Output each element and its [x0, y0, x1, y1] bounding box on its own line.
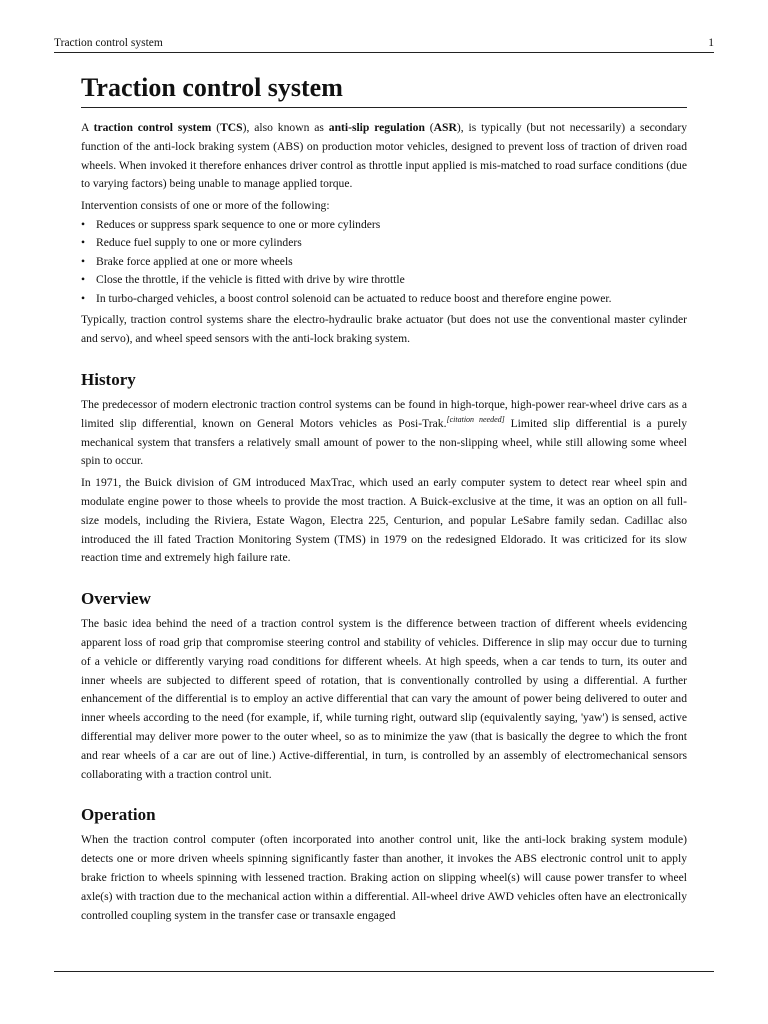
list-item: • Reduce fuel supply to one or more cylinders: [81, 234, 687, 253]
list-item: • Brake force applied at one or more wheels: [81, 253, 687, 272]
history-paragraph-1: [81, 396, 687, 471]
intro-text-5: ), is typically (but not necessarily) a secondary function of the anti-lock braking system (ABS) on production motor vehicles, designed to prevent loss of traction of driven road wheels. When invoked it therefore enhances driver control as throttle input applied is mis-matched to road surface conditions (due to varying factors) being unable to manage applied torque.: [81, 121, 687, 191]
intro-paragraph: [81, 119, 687, 194]
list-item: • Close the throttle, if the vehicle is fitted with drive by wire throttle: [81, 271, 687, 290]
article-body: [81, 72, 687, 925]
footer-rule: [54, 971, 714, 972]
intro-text-1: A: [81, 121, 94, 134]
intervention-list: [81, 216, 687, 309]
history-paragraph-2: In 1971, the Buick division of GM introduced MaxTrac, which used an early computer system to detect rear wheel spin and modulate engine power to those wheels to provide the most traction. A Buick-exclusive at the time, it was an option on all full-size models, including the Riviera, Estate Wagon, Electra 225, Centurion, and popular LeSabre family sedan. Cadillac also introduced the ill fated Traction Monitoring System (TMS) in 1979 on the redesigned Eldorado. It was criticized for its slow reaction time and extremely high failure rate.: [81, 476, 687, 565]
history-heading: History: [81, 370, 136, 390]
term-tcs-full: traction control system: [93, 121, 212, 134]
list-item: • In turbo-charged vehicles, a boost control solenoid can be actuated to reduce boost and therefore engine power.: [81, 290, 687, 309]
operation-paragraph: When the traction control computer (often incorporated into another control unit, like the anti-lock braking system module) detects one or more driven wheels spinning significantly faster than another, it invokes the ABS electronic control unit to apply brake friction to wheels spinning with lessened traction. Braking action on slipping wheel(s) will cause power transfer to wheel axle(s) with traction due to the mechanical action within a differential. All-wheel drive AWD vehicles often have an electronically controlled coupling system in the transfer case or transaxle engaged: [81, 833, 687, 922]
term-asr-full: anti-slip regulation: [328, 121, 425, 134]
history-p1-text-cont: Limited slip differential is a purely mechanical system that transfers a relatively small amount of power to the non-slipping wheel, while still allowing some wheel spin to occur.: [81, 416, 687, 468]
running-header-title: Traction control system: [54, 37, 163, 49]
citation-needed-link[interactable]: [citation needed]: [446, 414, 505, 424]
typical-paragraph: Typically, traction control systems share the electro-hydraulic brake actuator (but does not use the conventional master cylinder and servo), and wheel speed sensors with the anti-lock braking system.: [81, 313, 687, 346]
intervention-intro: Intervention consists of one or more of the following:: [81, 199, 330, 213]
term-asr: ASR: [433, 121, 457, 134]
operation-heading: Operation: [81, 805, 156, 825]
running-header: [54, 36, 714, 53]
page-number: 1: [708, 37, 714, 49]
intro-text-3: ), also known as: [242, 121, 329, 134]
overview-paragraph: The basic idea behind the need of a traction control system is the difference between traction of different wheels evidencing apparent loss of road grip that compromise steering control and stability of vehicles. Difference in slip may occur due to turning of a vehicle or differently varying road conditions for different wheels. At high speeds, when a car tends to turn, its outer and inner wheels are subjected to different speed of rotation, that is conventionally controlled by using a differential. A further enhancement of the differential is to employ an active differential that can vary the amount of power being delivered to outer and inner wheels according to the need (for example, if, while turning right, outward slip (equivalently saying, 'yaw') is sensed, active differential may deliver more power to the outer wheel, so as to minimize the yaw (that is basically the degree to which the front and rear wheels of a car are out of line.) Active-differential, in turn, is controlled by an assembly of electromechanical sensors collaborating with a traction control unit.: [81, 617, 687, 781]
intro-text-4: (: [424, 121, 434, 134]
list-item: • Reduces or suppress spark sequence to one or more cylinders: [81, 216, 687, 235]
history-p1-text: The predecessor of modern electronic traction control systems can be found in high-torque, high-power rear-wheel drive cars as a limited slip differential, known on General Motors vehicles as Posi-Trak.: [81, 398, 687, 430]
intro-text-2: (: [211, 121, 221, 134]
page-title: Traction control system: [81, 72, 687, 108]
overview-heading: Overview: [81, 589, 151, 609]
term-tcs: TCS: [220, 121, 243, 134]
